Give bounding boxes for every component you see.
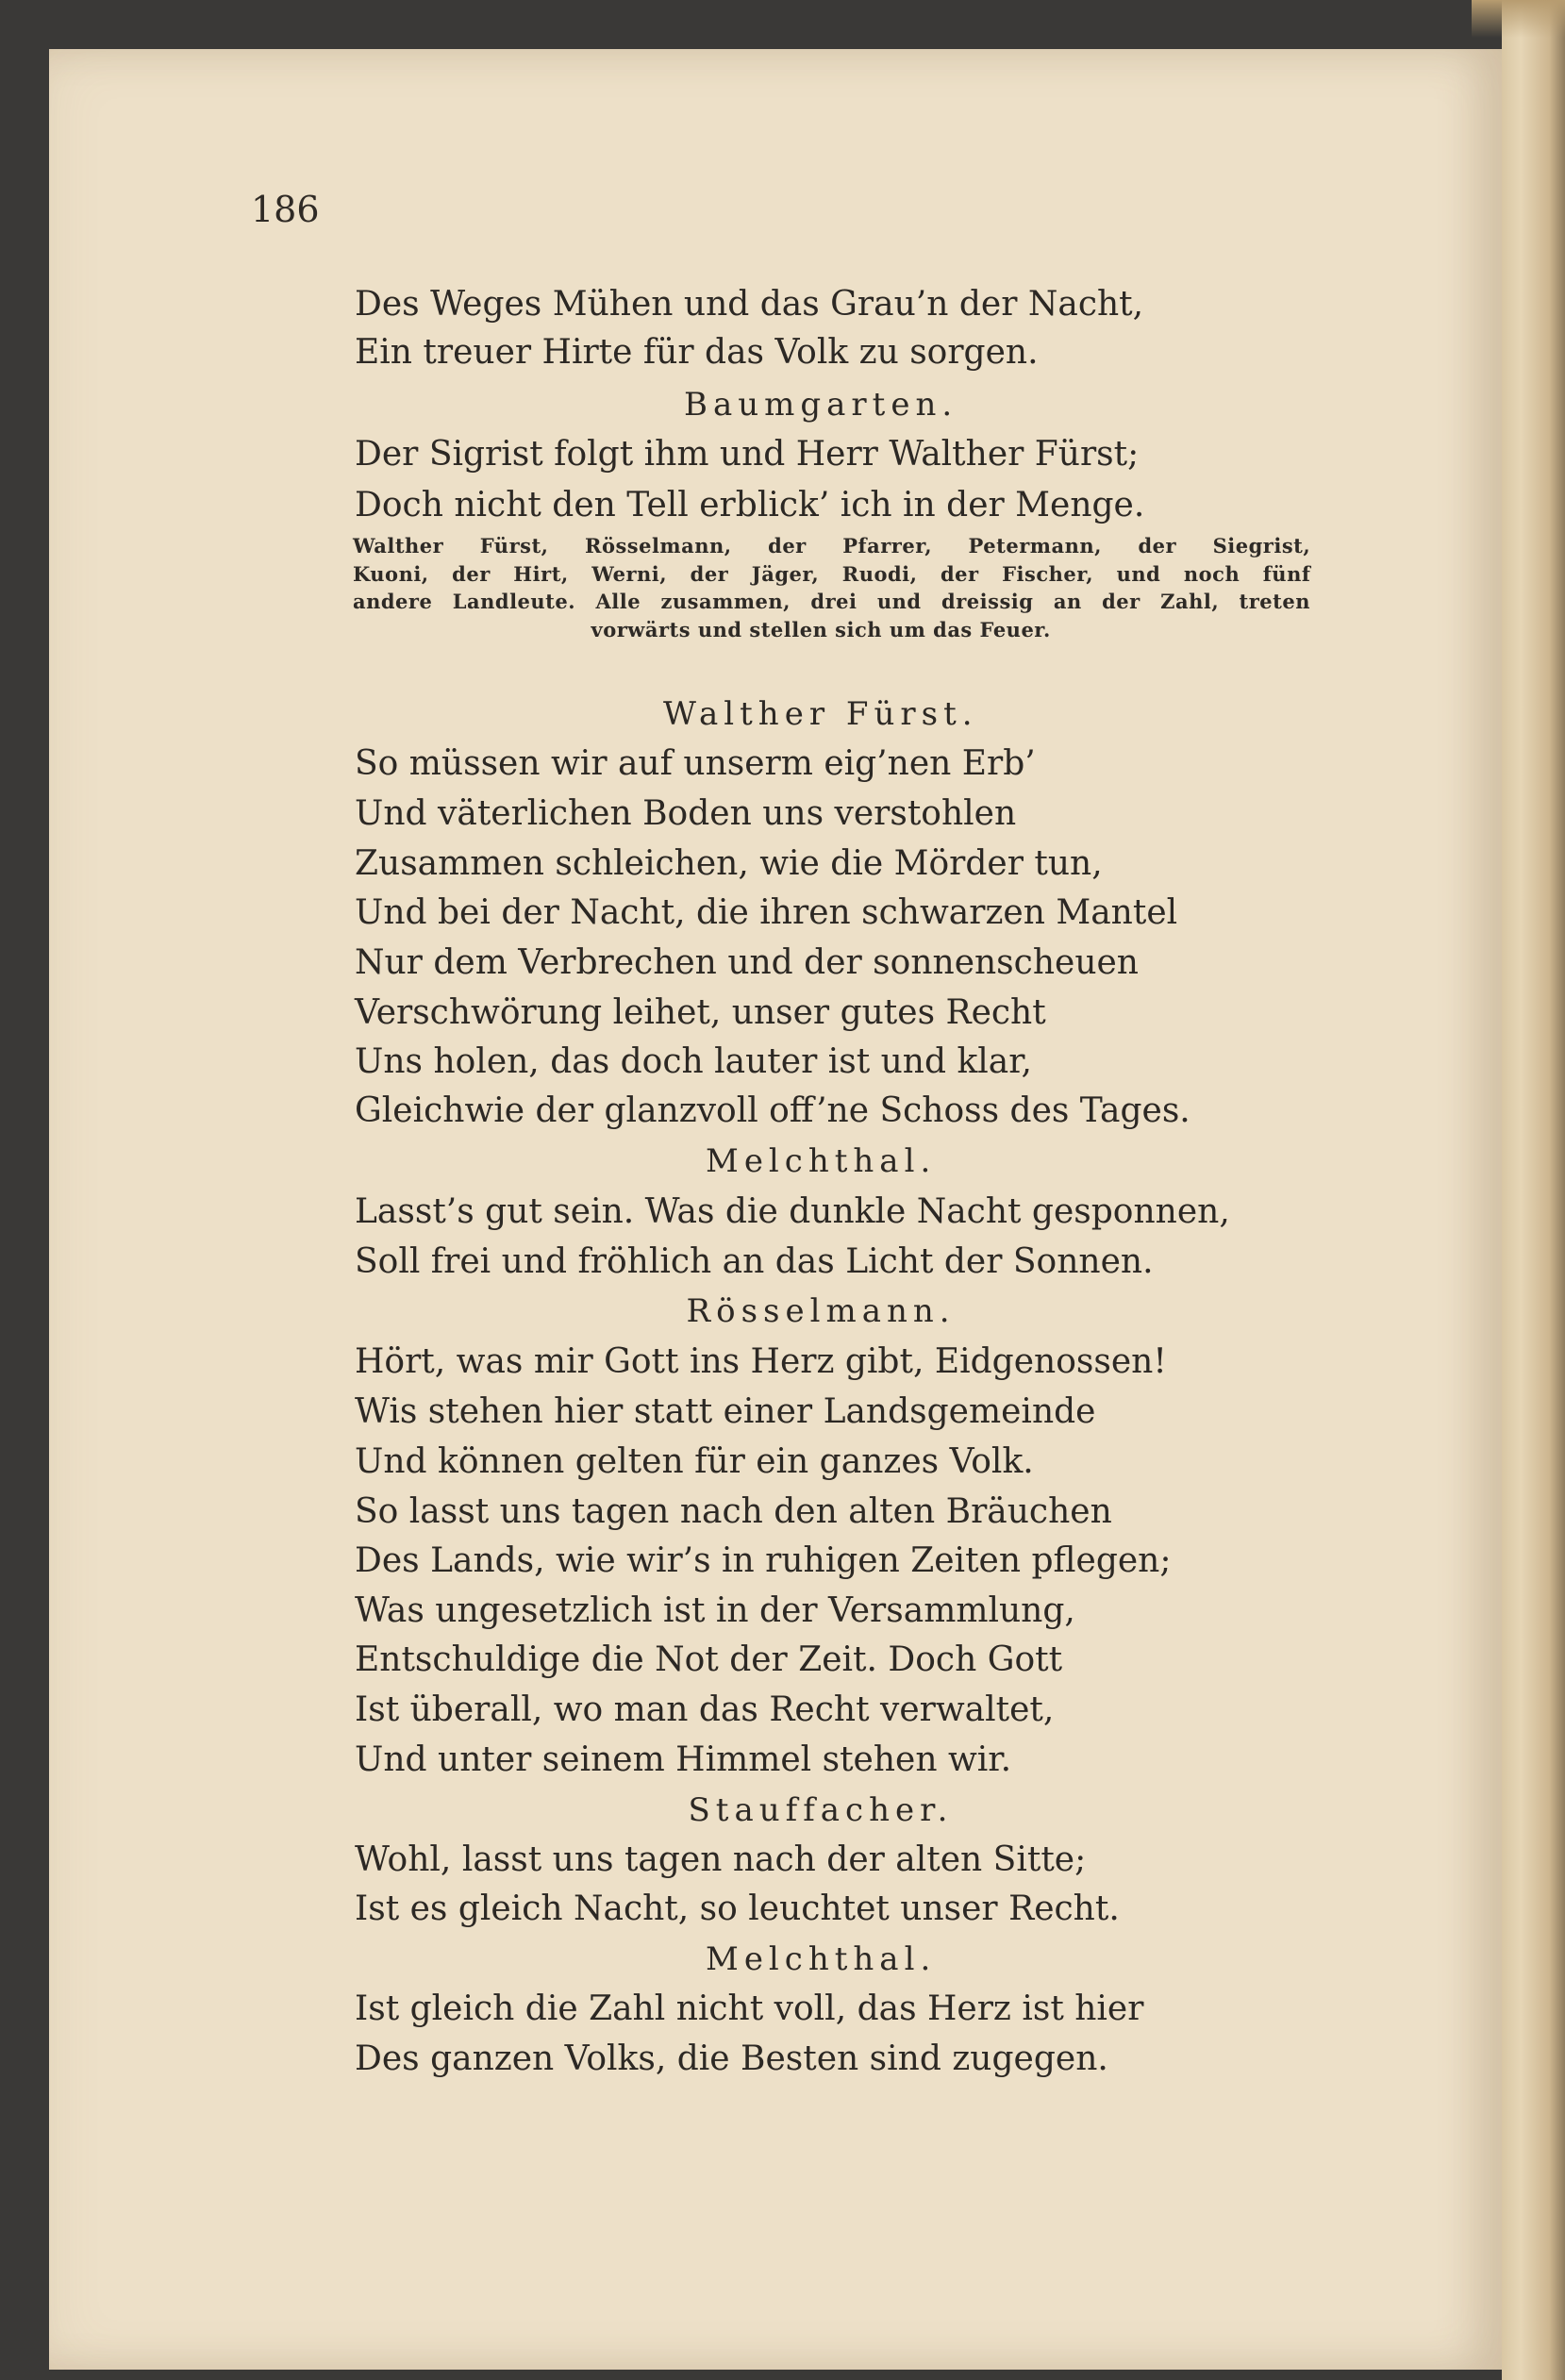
book-spine-edge xyxy=(1502,0,1565,2380)
verse-line: Hört, was mir Gott ins Herz gibt, Eidgenossen! xyxy=(355,1342,1167,1381)
verse-line: Entschuldige die Not der Zeit. Doch Gott xyxy=(355,1640,1063,1679)
verse-line: Und väterlichen Boden uns verstohlen xyxy=(355,794,1017,833)
verse-line: Ist überall, wo man das Recht verwaltet, xyxy=(355,1690,1055,1729)
verse-line: Und können gelten für ein ganzes Volk. xyxy=(355,1442,1034,1481)
verse-line: Ist es gleich Nacht, so leuchtet unser Recht. xyxy=(355,1889,1120,1928)
verse-line: Uns holen, das doch lauter ist und klar, xyxy=(355,1042,1032,1081)
stage-direction: Kuoni, der Hirt, Werni, der Jäger, Ruodi, der Fischer, und noch fünf xyxy=(353,562,1311,586)
verse-line: So lasst uns tagen nach den alten Bräuchen xyxy=(355,1492,1112,1531)
stage-direction: Walther Fürst, Rösselmann, der Pfarrer, Petermann, der Siegrist, xyxy=(353,534,1311,558)
stage-direction: vorwärts und stellen sich um das Feuer. xyxy=(591,618,1051,641)
verse-line: Der Sigrist folgt ihm und Herr Walther Fürst; xyxy=(355,435,1140,474)
verse-line: Soll frei und fröhlich an das Licht der Sonnen. xyxy=(355,1242,1154,1281)
verse-line: Des Lands, wie wir’s in ruhigen Zeiten pflegen; xyxy=(355,1541,1172,1580)
verse-line: Lasst’s gut sein. Was die dunkle Nacht gesponnen, xyxy=(355,1192,1230,1231)
speaker-name: Walther Fürst. xyxy=(663,695,978,733)
verse-line: So müssen wir auf unserm eig’nen Erb’ xyxy=(355,744,1036,783)
verse-line: Und unter seinem Himmel stehen wir. xyxy=(355,1740,1012,1779)
verse-line: Zusammen schleichen, wie die Mörder tun, xyxy=(355,844,1103,883)
speaker-name: Melchthal. xyxy=(706,1142,937,1180)
verse-line: Ein treuer Hirte für das Volk zu sorgen. xyxy=(355,333,1039,372)
page-number: 186 xyxy=(251,189,320,230)
verse-line: Des ganzen Volks, die Besten sind zugegen. xyxy=(355,2039,1108,2078)
verse-line: Nur dem Verbrechen und der sonnenscheuen xyxy=(355,943,1139,982)
verse-line: Verschwörung leihet, unser gutes Recht xyxy=(355,993,1046,1032)
verse-line: Gleichwie der glanzvoll off’ne Schoss des Tages. xyxy=(355,1091,1190,1130)
speaker-name: Melchthal. xyxy=(706,1940,937,1978)
verse-line: Ist gleich die Zahl nicht voll, das Herz ist hier xyxy=(355,1989,1144,2028)
stage-direction: andere Landleute. Alle zusammen, drei und dreissig an der Zahl, treten xyxy=(353,590,1310,613)
speaker-name: Baumgarten. xyxy=(684,386,958,424)
verse-line: Wohl, lasst uns tagen nach der alten Sitte; xyxy=(355,1840,1087,1879)
speaker-name: Rösselmann. xyxy=(686,1292,956,1330)
verse-line: Was ungesetzlich ist in der Versammlung, xyxy=(355,1591,1075,1630)
book-corner-shadow xyxy=(1472,0,1565,38)
verse-line: Wis stehen hier statt einer Landsgemeinde xyxy=(355,1392,1096,1431)
verse-line: Und bei der Nacht, die ihren schwarzen Mantel xyxy=(355,893,1178,932)
speaker-name: Stauffacher. xyxy=(688,1791,954,1829)
verse-line: Des Weges Mühen und das Grau’n der Nacht, xyxy=(355,285,1144,324)
verse-line: Doch nicht den Tell erblick’ ich in der Menge. xyxy=(355,486,1145,524)
